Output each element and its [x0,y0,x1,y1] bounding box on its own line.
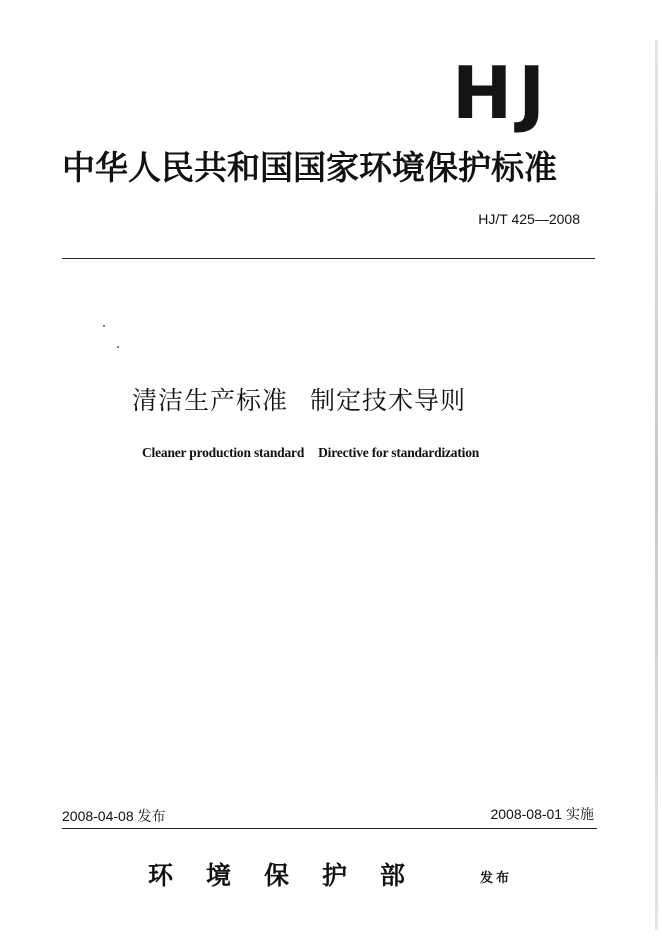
document-title-english [142,444,542,462]
issuing-organization-title: 中华人民共和国国家环境保护标准 [62,148,557,187]
title-cn-part2: 制定技术导则 [310,386,467,415]
title-en-part2: Directive for standardization [318,445,480,460]
title-cn-part1: 清洁生产标准 [132,386,289,415]
bottom-divider [62,828,597,829]
scan-speck [117,346,119,348]
title-en-part1: Cleaner production standard [142,445,305,460]
document-title-chinese [132,384,552,418]
publisher-suffix: 发布 [480,871,513,886]
publisher-name: 环境保护部 [148,861,439,890]
issue-date: 2008-04-08 发布 [62,808,166,824]
scan-speck [103,325,105,327]
top-divider [62,258,595,259]
standard-number: HJ/T 425—2008 [478,211,580,227]
scan-edge-shadow [655,40,658,930]
implementation-date: 2008-08-01 实施 [490,806,594,822]
hj-logo-mark: HJ [452,51,552,135]
